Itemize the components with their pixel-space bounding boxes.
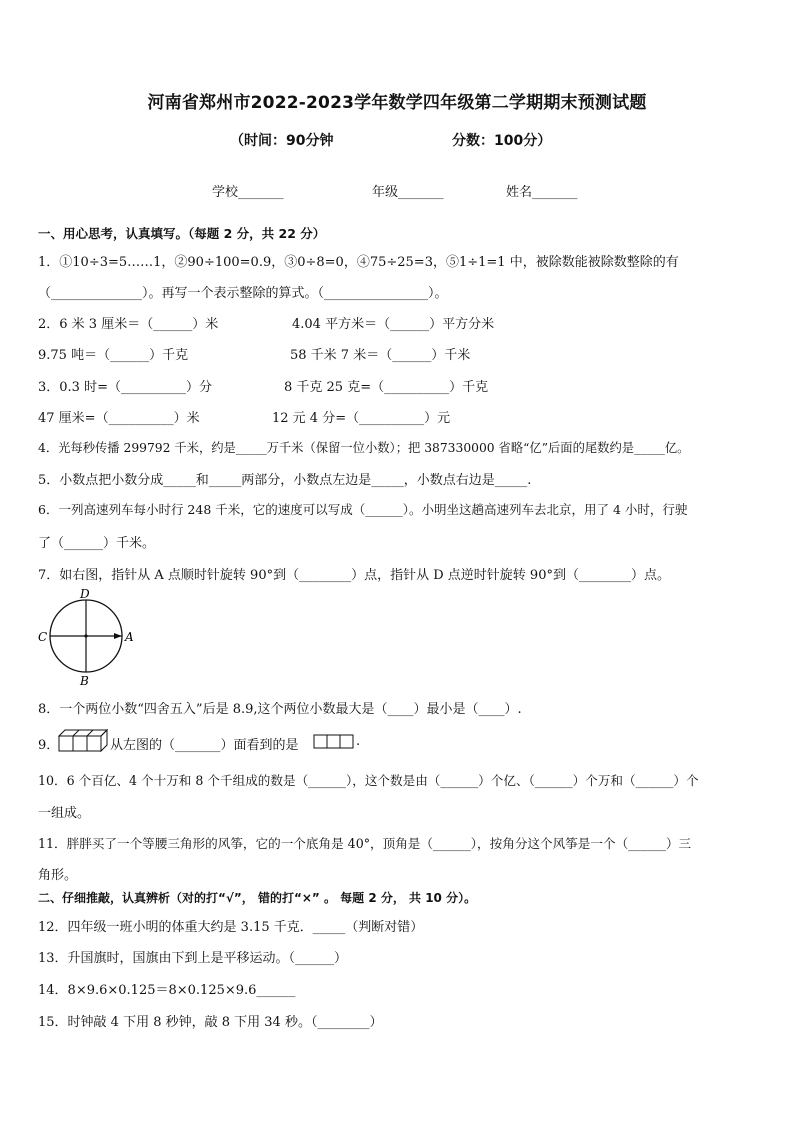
page-title: 河南省郑州市2022-2023学年数学四年级第二学期期末预测试题 <box>147 93 647 113</box>
question-6-line-1: 6．一列高速列车每小时行 248 千米，它的速度可以写成（______）。小明坐这趟高速列车去北京，用了 4 小时，行驶 <box>38 502 688 517</box>
question-8: 8．一个两位小数“四舍五入”后是 8.9,这个两位小数最大是（____）最小是（____）. <box>38 702 522 717</box>
question-11-line-2: 角形。 <box>38 868 78 883</box>
question-7: 7．如右图，指针从 A 点顺时针旋转 90°到（________）点，指针从 D 点逆时针旋转 90°到（________）点。 <box>38 568 670 583</box>
question-15: 15．时钟敲 4 下用 8 秒钟，敲 8 下用 34 秒。（________） <box>38 1015 383 1030</box>
question-2-part-b: 4.04 平方米＝（______）平方分米 <box>292 317 495 332</box>
dial-label-a: A <box>125 630 134 644</box>
school-field[interactable]: 学校_______ <box>212 185 284 200</box>
question-9-text: 从左图的（_______）面看到的是 <box>110 738 299 753</box>
question-6-line-2: 了（______）千米。 <box>38 536 156 551</box>
question-11-line-1: 11．胖胖买了一个等腰三角形的风筝，它的一个底角是 40°，顶角是（______），按角分这个风筝是一个（______）三 <box>38 836 692 851</box>
grade-field[interactable]: 年级_______ <box>372 185 444 200</box>
dial-label-c: C <box>38 630 48 644</box>
question-1-line-2: （______________）。再写一个表示整除的算式。（________________）。 <box>38 286 448 301</box>
cuboid-figure <box>57 727 111 753</box>
question-2-part-d: 58 千米 7 米＝（______）千米 <box>290 348 471 363</box>
dial-center-dot <box>84 634 87 637</box>
question-3-part-c: 47 厘米=（__________）米 <box>38 411 200 426</box>
question-3-part-a: 3．0.3 时=（__________）分 <box>38 380 212 395</box>
question-3-part-d: 12 元 4 分=（__________）元 <box>272 411 451 426</box>
question-10-line-2: 一组成。 <box>38 806 91 821</box>
section-1-title: 一、用心思考，认真填写。（每题 2 分，共 22 分） <box>38 226 326 241</box>
dial-pointer-arrow <box>114 633 122 639</box>
section-2-title: 二、仔细推敲，认真辨析（对的打“√”， 错的打“×” 。 每题 2 分， 共 10 分）。 <box>38 891 477 905</box>
question-9-period: . <box>356 734 361 749</box>
exam-time: （时间：90分钟 <box>230 133 334 149</box>
question-9-number: 9． <box>38 738 60 753</box>
exam-score: 分数：100分） <box>452 133 552 149</box>
question-5: 5．小数点把小数分成_____和_____两部分，小数点左边是_____，小数点右边是_____. <box>38 473 532 488</box>
question-13: 13．升国旗时，国旗由下到上是平移运动。（______） <box>38 951 348 966</box>
dial-label-b: B <box>80 674 89 688</box>
question-3-part-b: 8 千克 25 克=（__________）千克 <box>284 380 489 395</box>
question-2-part-c: 9.75 吨＝（______）千克 <box>38 348 189 363</box>
name-field[interactable]: 姓名_______ <box>506 185 578 200</box>
dial-label-d: D <box>80 587 90 601</box>
question-1-line-1: 1．①10÷3=5……1，②90÷100=0.9，③0÷8=0，④75÷25=3，⑤1÷1=1 中，被除数能被除数整除的有 <box>38 255 679 270</box>
question-4: 4．光每秒传播 299792 千米，约是_____万千米（保留一位小数）；把 387330000 省略“亿”后面的尾数约是_____亿。 <box>38 441 690 455</box>
clock-dial-diagram <box>36 588 136 688</box>
question-14: 14．8×9.6×0.125＝8×0.125×9.6______ <box>38 983 296 998</box>
question-12: 12．四年级一班小明的体重大约是 3.15 千克．_____（判断对错） <box>38 920 424 935</box>
three-squares-view <box>313 733 355 749</box>
question-2-part-a: 2．6 米 3 厘米＝（______）米 <box>38 317 219 332</box>
question-10-line-1: 10．6 个百亿、4 个十万和 8 个千组成的数是（______），这个数是由（______）个亿、（______）个万和（______）个 <box>38 773 699 788</box>
